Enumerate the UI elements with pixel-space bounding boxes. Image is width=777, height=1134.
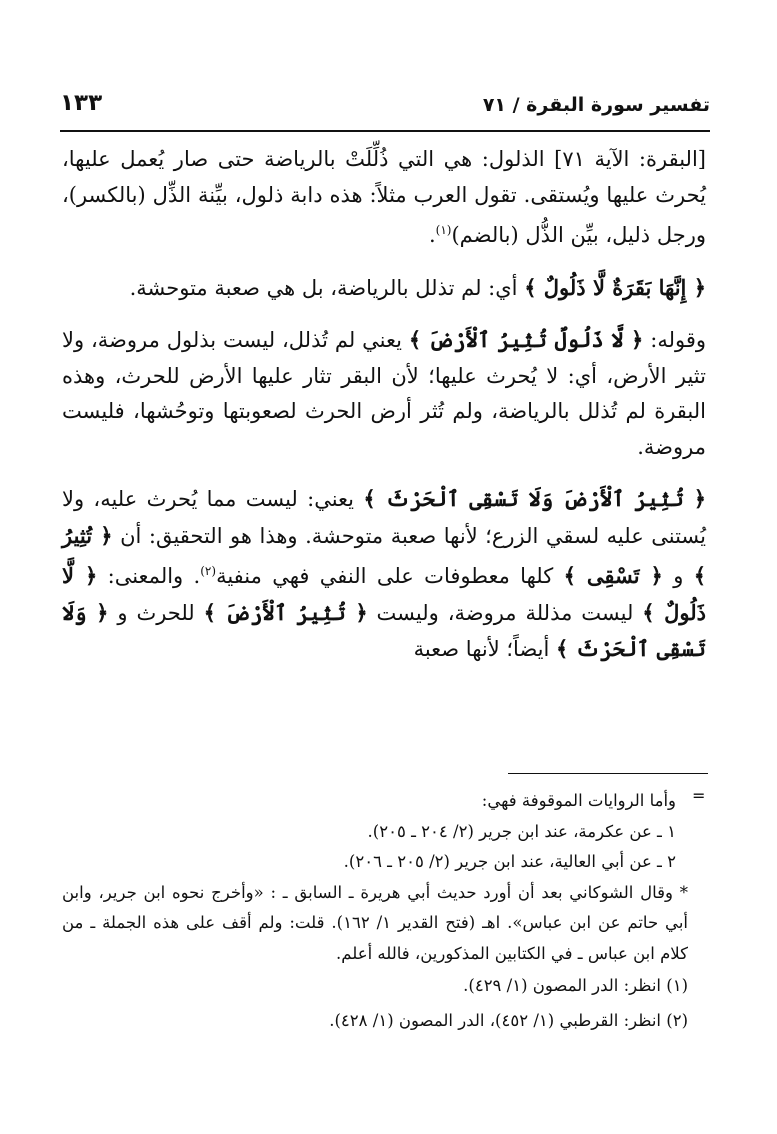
footnote-star-note: * وقال الشوكاني بعد أن أورد حديث أبي هريرة ـ السابق ـ : «وأخرج نحوه ابن جرير، وابن أبي حاتم عن ابن عباس». اهـ (فتح القدير ١/ ١٦٢). قلت: ولم أقف على هذه الجملة ـ من كلام ابن عباس ـ في الكتابين المذكورين، فالله أعلم.: [62, 882, 688, 963]
p1-end: .: [428, 223, 436, 247]
footnote-intro: وأما الروايات الموقوفة فهي:: [481, 791, 676, 810]
footnote-2: (٢) انظر: القرطبي (١/ ٤٥٢)، الدر المصون (١/ ٤٢٨).: [329, 1010, 688, 1030]
paragraph-4: [62, 481, 706, 668]
p1-line-3: بيِّنة الذِّل (بالكسر)، ورجل ذليل، بيِّن الذُّل (بالضم): [62, 182, 706, 247]
footnote-item-1: ١ ـ عن عكرمة، عند ابن جرير (٢/ ٢٠٤ ـ ٢٠٥).: [367, 821, 676, 841]
quran-quote: ﴿ لَّا ذَلُولٌ تُثِيرُ ٱلْأَرْضَ ﴾: [408, 327, 644, 352]
running-title: تفسير سورة البقرة / ٧١: [482, 94, 710, 116]
header-divider: [60, 130, 710, 132]
p4-text-d: . والمعنى:: [97, 564, 201, 588]
paragraph-1: [62, 142, 706, 254]
quran-quote: ﴿ تُثِيرُ ٱلْأَرْضَ ﴾: [203, 599, 368, 625]
footnote-divider: [508, 773, 708, 774]
p4-text-g: أيضاً؛ لأنها صعبة: [413, 637, 557, 661]
p4-text-f: للحرث و: [108, 600, 204, 625]
quran-quote: ﴿ لَّا ذَلُولٌ ﴾: [62, 563, 706, 625]
p1-line-2: عليها، يُحرث عليها ويُستقى. تقول العرب مثلاً: هذه دابة ذلول،: [62, 147, 706, 207]
main-text: [62, 142, 706, 668]
footnote-ref-2: (٢): [200, 564, 217, 578]
quran-quote: ﴿ وَلَا تَسْقِى ٱلْحَرْثَ ﴾: [62, 599, 706, 661]
quran-quote: ﴿ تُثِيرُ ٱلْأَرْضَ وَلَا تَسْقِى ٱلْحَرْثَ ﴾: [363, 486, 706, 511]
p1-line-1: [البقرة: الآية ٧١] الذلول: هي التي ذُلِّلَتْ بالرياضة حتى صار يُعمل: [120, 147, 706, 171]
footnote-item-2: ٢ ـ عن أبي العالية، عند ابن جرير (٢/ ٢٠٥ ـ ٢٠٦).: [343, 852, 676, 871]
p4-text-a: يعني: ليست مما يُحرث عليه، ولا يُستنى عليه لسقي الزرع؛ لأنها صعبة متوحشة. وهذا هو التحقيق: أن: [62, 487, 706, 548]
page-header: [60, 84, 710, 124]
page-number: ١٣٣: [60, 90, 103, 116]
p4-text-e: ليست مذللة مروضة، وليست: [367, 600, 643, 625]
paragraph-2: [62, 270, 706, 307]
quran-quote: ﴿ إِنَّهَا بَقَرَةٌ لَّا ذَلُولٌ ﴾: [524, 274, 706, 300]
p4-text-c: كلها معطوفات على النفي فهي منفية: [216, 564, 564, 588]
paragraph-3: [62, 322, 706, 465]
p3-lead: وقوله:: [643, 328, 707, 352]
p2-text: أي: لم تذلل بالرياضة، بل هي صعبة متوحشة.: [129, 275, 525, 300]
quran-quote: ﴿ تَسْقِى ﴾: [563, 563, 663, 588]
footnote-ref-1: (١): [435, 223, 452, 237]
p3-text: يعني لم تُذلل، ليست بذلول مروضة، ولا تثير الأرض، أي: لا يُحرث عليها؛ لأن البقر تثار عليها الأرض للحرث، وهذه البقرة لم تُذلل بالرياضة، ولم تُثر أرض الحرث لصعوبتها وتوحُشها، فليست مروضة.: [62, 328, 706, 459]
continuation-mark: =: [692, 786, 706, 805]
p4-text-b: و: [662, 564, 694, 588]
footnote-1: (١) انظر: الدر المصون (١/ ٤٢٩).: [463, 976, 688, 995]
footnotes: [62, 786, 688, 1036]
quran-quote: ﴿ تُثِيرُ ﴾: [62, 522, 707, 588]
